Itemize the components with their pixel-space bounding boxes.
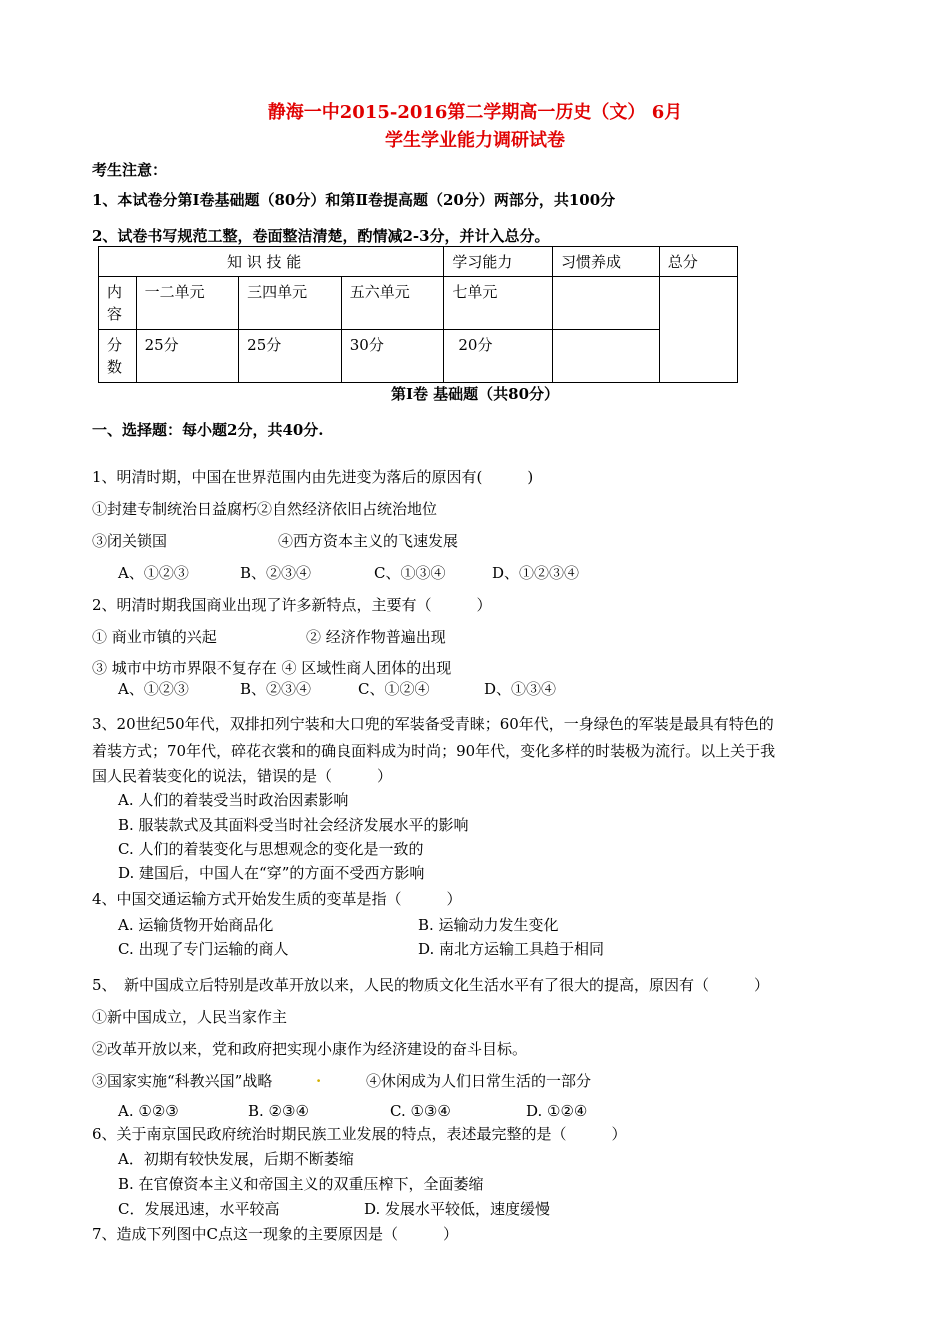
q1-line1: ①封建专制统治日益腐朽②自然经济依旧占统治地位 <box>92 500 438 518</box>
score-total-cell <box>659 277 737 383</box>
q6-option-d: D. 发展水平较低，速度缓慢 <box>364 1200 551 1218</box>
q2-option-a: A、①②③ <box>118 680 189 698</box>
q2-line2: ③ 城市中坊市界限不复存在 ④ 区域性商人团体的出现 <box>92 659 452 677</box>
q5-line3a: ③国家实施“科教兴国”战略 <box>92 1072 273 1090</box>
q3-stem-3: 国人民着装变化的说法，错误的是（ ） <box>92 767 393 785</box>
score-content-2: 三四单元 <box>239 277 342 330</box>
section-heading: 一、选择题：每小题2分，共40分. <box>92 421 324 439</box>
notice-item-1: 1、本试卷分第Ⅰ卷基础题（80分）和第Ⅱ卷提高题（20分）两部分，共100分 <box>92 191 616 209</box>
q2-option-d: D、①③④ <box>484 680 557 698</box>
notice-heading: 考生注意： <box>92 161 168 179</box>
q6-option-c: C．发展迅速，水平较高 <box>118 1200 280 1218</box>
q1-option-d: D、①②③④ <box>492 564 580 582</box>
score-head-ability: 学习能力 <box>444 247 553 277</box>
q6-option-a: A．初期有较快发展，后期不断萎缩 <box>118 1150 354 1168</box>
q5-dot-mark: . <box>316 1068 322 1086</box>
score-points-1: 25分 <box>136 330 239 383</box>
q1-option-c: C、①③④ <box>374 564 446 582</box>
q4-stem: 4、中国交通运输方式开始发生质的变革是指（ ） <box>92 890 462 908</box>
q5-line1: ①新中国成立，人民当家作主 <box>92 1008 288 1026</box>
q3-option-a: A. 人们的着装受当时政治因素影响 <box>118 791 349 809</box>
score-table <box>98 246 738 383</box>
q6-option-b: B. 在官僚资本主义和帝国主义的双重压榨下，全面萎缩 <box>118 1175 484 1193</box>
exam-title-line1: 静海一中2015-2016第二学期高一历史（文） 6月 <box>267 102 683 123</box>
q2-line1a: ① 商业市镇的兴起 <box>92 628 217 646</box>
q5-line2: ②改革开放以来，党和政府把实现小康作为经济建设的奋斗目标。 <box>92 1040 528 1058</box>
q2-option-c: C、①②④ <box>358 680 430 698</box>
score-content-1: 一二单元 <box>136 277 239 330</box>
score-points-4: 20分 <box>444 330 553 383</box>
q4-option-c: C. 出现了专门运输的商人 <box>118 940 289 958</box>
q2-stem: 2、明清时期我国商业出现了许多新特点，主要有（ ） <box>92 596 492 614</box>
q1-option-b: B、②③④ <box>240 564 312 582</box>
q3-option-b: B. 服装款式及其面料受当时社会经济发展水平的影响 <box>118 816 469 834</box>
q5-stem: 5、 新中国成立后特别是改革开放以来，人民的物质文化生活水平有了很大的提高，原因有（ ） <box>92 976 770 994</box>
score-row-label-points: 分数 <box>99 330 137 383</box>
q1-stem: 1、明清时期，中国在世界范围内由先进变为落后的原因有( ) <box>92 468 534 486</box>
score-points-2: 25分 <box>239 330 342 383</box>
q1-line2b: ④西方资本主义的飞速发展 <box>278 532 459 550</box>
q3-option-c: C. 人们的着装变化与思想观念的变化是一致的 <box>118 840 424 858</box>
q2-line1b: ② 经济作物普遍出现 <box>306 628 446 646</box>
score-row-label-content: 内容 <box>99 277 137 330</box>
part-title: 第Ⅰ卷 基础题（共80分） <box>390 385 560 403</box>
q4-option-d: D. 南北方运输工具趋于相同 <box>418 940 605 958</box>
q1-option-a: A、①②③ <box>118 564 189 582</box>
score-content-habit <box>553 277 660 330</box>
q7-stem: 7、造成下列图中C点这一现象的主要原因是（ ） <box>92 1225 459 1243</box>
q4-option-b: B. 运输动力发生变化 <box>418 916 559 934</box>
q4-option-a: A. 运输货物开始商品化 <box>118 916 274 934</box>
score-head-total: 总分 <box>659 247 737 277</box>
score-head-habit: 习惯养成 <box>553 247 660 277</box>
q5-option-a: A. ①②③ <box>118 1102 179 1120</box>
q5-option-c: C. ①③④ <box>390 1102 451 1120</box>
q5-option-d: D. ①②④ <box>526 1102 588 1120</box>
q5-option-b: B. ②③④ <box>248 1102 309 1120</box>
q3-stem-2: 着装方式；70年代，碎花衣裳和的确良面料成为时尚；90年代，变化多样的时装极为流行。以上关于我 <box>92 742 776 760</box>
notice-item-2: 2、试卷书写规范工整，卷面整洁清楚，酌情减2-3分，并计入总分。 <box>92 227 550 245</box>
score-content-3: 五六单元 <box>341 277 444 330</box>
q6-stem: 6、关于南京国民政府统治时期民族工业发展的特点，表述最完整的是（ ） <box>92 1125 627 1143</box>
q5-line3b: ④休闲成为人们日常生活的一部分 <box>366 1072 592 1090</box>
q3-stem-1: 3、20世纪50年代，双排扣列宁装和大口兜的军装备受青睐；60年代，一身绿色的军装是最具有特色的 <box>92 715 774 733</box>
q1-line2a: ③闭关锁国 <box>92 532 168 550</box>
score-content-4: 七单元 <box>444 277 553 330</box>
score-points-3: 30分 <box>341 330 444 383</box>
score-head-knowledge: 知 识 技 能 <box>99 247 444 277</box>
q2-option-b: B、②③④ <box>240 680 312 698</box>
exam-title-line2: 学生学业能力调研试卷 <box>385 130 565 151</box>
q3-option-d: D. 建国后，中国人在“穿”的方面不受西方影响 <box>118 864 425 882</box>
score-points-habit <box>553 330 660 383</box>
